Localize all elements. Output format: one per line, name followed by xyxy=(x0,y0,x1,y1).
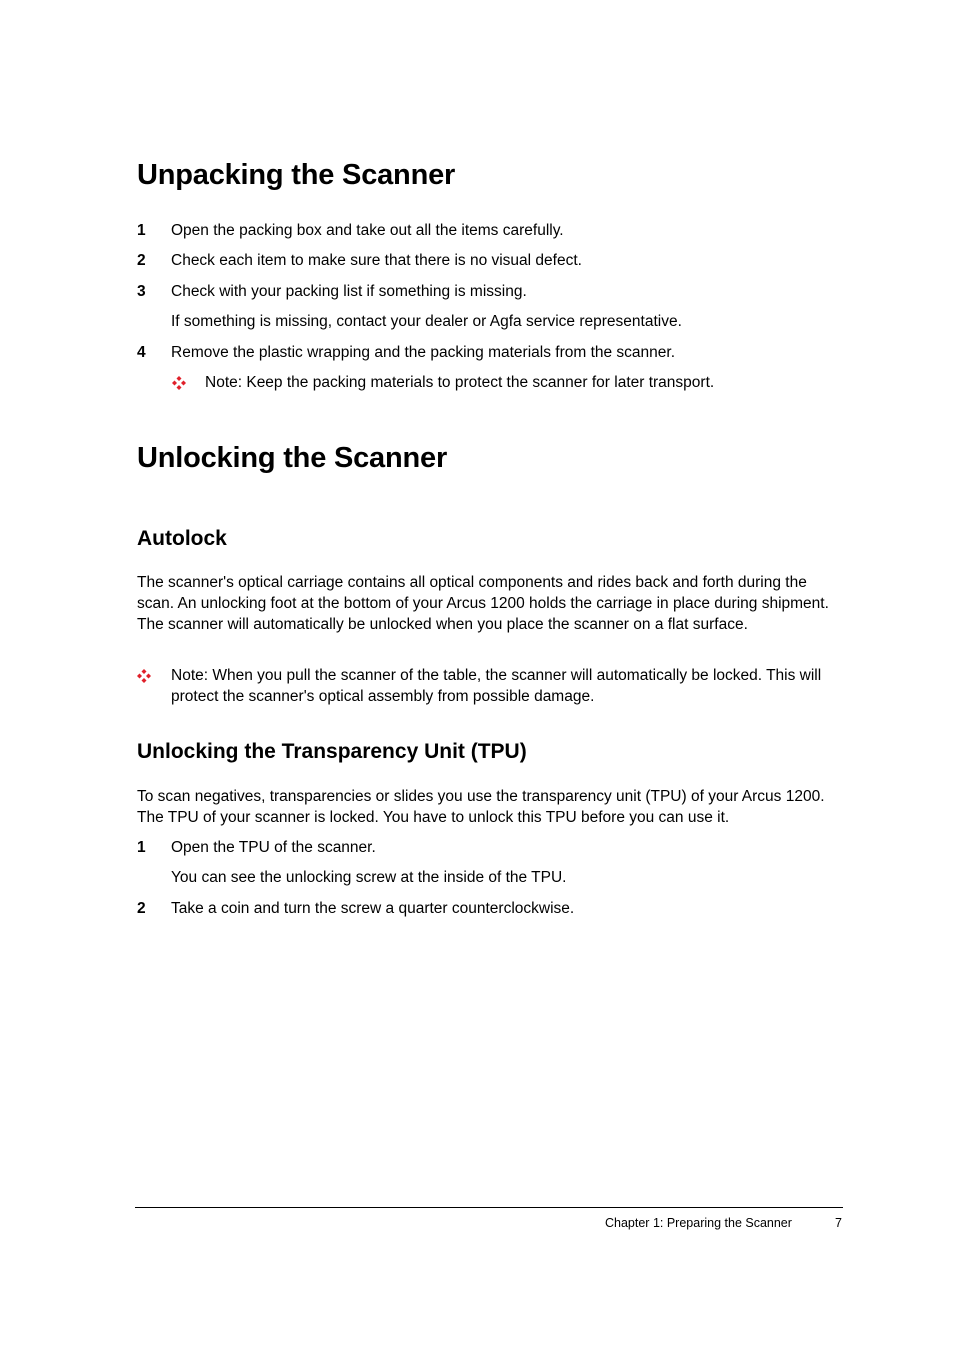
step-number: 2 xyxy=(137,900,146,917)
step-number: 2 xyxy=(137,252,146,269)
subsection-heading-tpu: Unlocking the Transparency Unit (TPU) xyxy=(137,740,527,763)
step-number: 4 xyxy=(137,344,146,361)
step-number: 3 xyxy=(137,283,146,300)
footer-chapter: Chapter 1: Preparing the Scanner xyxy=(605,1216,792,1230)
step-number: 1 xyxy=(137,222,146,239)
autolock-note-text: Note: When you pull the scanner of the table, the scanner will automatically be locked. This will protect the scanner's optical assembly from possible damage. xyxy=(171,667,822,705)
step-text: Open the TPU of the scanner. xyxy=(171,839,376,856)
note-text: Note: Keep the packing materials to protect the scanner for later transport. xyxy=(205,374,715,391)
step-text: Take a coin and turn the screw a quarter counterclockwise. xyxy=(171,900,575,917)
step-subtext: If something is missing, contact your dealer or Agfa service representative. xyxy=(171,313,682,330)
step-subtext: You can see the unlocking screw at the inside of the TPU. xyxy=(171,869,567,886)
step-text: Open the packing box and take out all the items carefully. xyxy=(171,222,564,239)
step-text: Check with your packing list if something is missing. xyxy=(171,283,527,300)
step-text: Remove the plastic wrapping and the packing materials from the scanner. xyxy=(171,344,676,361)
subsection-heading-autolock: Autolock xyxy=(137,527,227,550)
step-number: 1 xyxy=(137,839,146,856)
page-number: 7 xyxy=(835,1216,842,1230)
note-diamond-icon xyxy=(137,669,151,683)
footer-rule xyxy=(135,1207,843,1208)
section-title-unpacking: Unpacking the Scanner xyxy=(137,159,456,191)
section-title-unlocking: Unlocking the Scanner xyxy=(137,442,448,474)
step-text: Check each item to make sure that there is no visual defect. xyxy=(171,252,582,269)
tpu-paragraph: To scan negatives, transparencies or slides you use the transparency unit (TPU) of your Arcus 1200. The TPU of your scanner is locked. You have to unlock this TPU before you can use it. xyxy=(137,788,825,826)
note-diamond-icon xyxy=(172,376,186,390)
autolock-paragraph: The scanner's optical carriage contains all optical components and rides back and forth during the scan. An unlocking foot at the bottom of your Arcus 1200 holds the carriage in place during shipment. The scanner will automatically be unlocked when you place the scanner on a flat surface. xyxy=(137,574,829,633)
